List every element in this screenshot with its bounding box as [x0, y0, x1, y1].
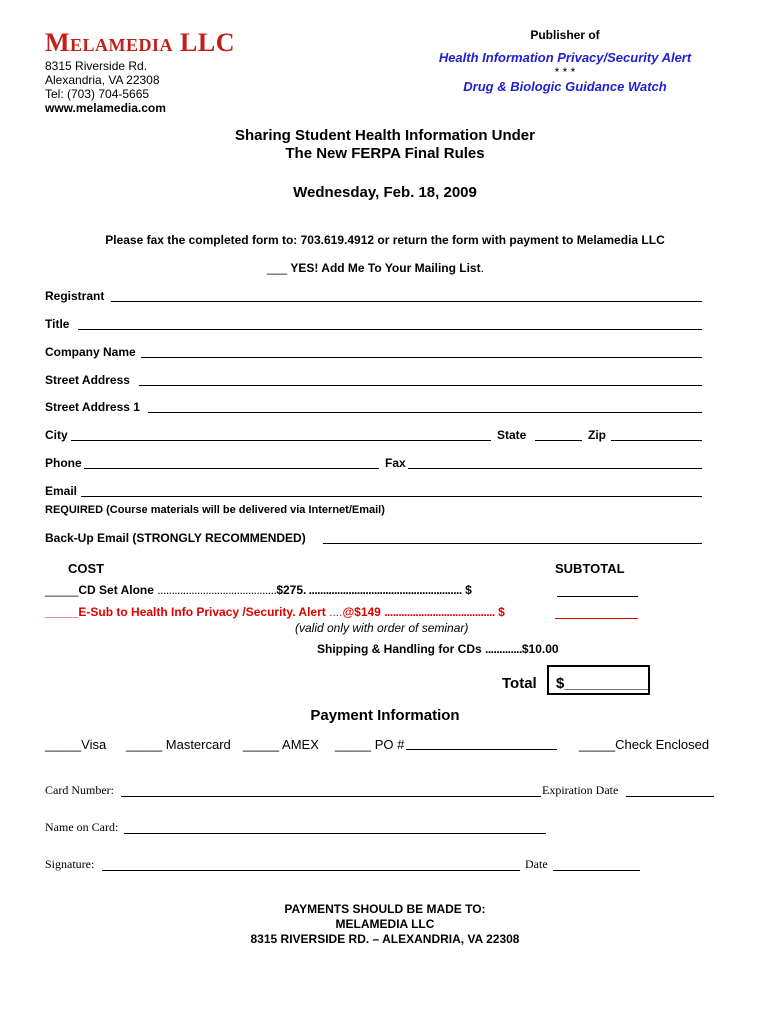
website: www.melamedia.com: [45, 101, 166, 115]
cd-dollar: $: [465, 583, 472, 597]
fax-field[interactable]: [408, 468, 702, 469]
company-logo: Melamedia LLC: [45, 28, 236, 57]
name-on-card-label: Name on Card:: [45, 820, 119, 834]
shipping-dots: .............: [485, 642, 522, 656]
esub-subtotal-field[interactable]: [555, 618, 638, 619]
mailing-blank: ___: [267, 261, 288, 275]
city-label: City: [45, 428, 68, 442]
street-field[interactable]: [139, 385, 702, 386]
city-field[interactable]: [71, 440, 491, 441]
phone-line: Tel: (703) 704-5665: [45, 87, 150, 101]
fax-instructions: Please fax the completed form to: 703.619.4912 or return the form with payment to Melamedia LLC: [105, 233, 665, 247]
name-on-card-field[interactable]: [124, 833, 546, 834]
title-field[interactable]: [78, 329, 702, 330]
company-label: Company Name: [45, 345, 136, 359]
subtotal-header: SUBTOTAL: [555, 561, 625, 576]
date-field[interactable]: [553, 870, 640, 871]
total-box[interactable]: [547, 665, 650, 695]
backup-email-label: Back-Up Email (STRONGLY RECOMMENDED): [45, 531, 306, 545]
company-address: [45, 59, 166, 115]
cost-header: COST: [68, 561, 105, 576]
amex-option[interactable]: _____ AMEX: [243, 737, 319, 752]
company-field[interactable]: [141, 357, 702, 358]
publication-1: Health Information Privacy/Security Alert: [438, 50, 692, 65]
total-value: $__________: [556, 675, 648, 692]
expiration-field[interactable]: [626, 796, 714, 797]
check-option[interactable]: _____Check Enclosed: [579, 737, 710, 752]
cd-price: $275: [276, 583, 304, 597]
esub-dollar: $: [498, 605, 505, 619]
title-line-1: Sharing Student Health Information Under: [234, 127, 535, 144]
esub-blank: _____: [45, 605, 79, 619]
backup-email-field[interactable]: [323, 543, 702, 544]
address-line-1: 8315 Riverside Rd.: [45, 59, 148, 73]
publication-2: Drug & Biologic Guidance Watch: [463, 79, 667, 94]
payment-instructions: [0, 902, 770, 947]
fax-label: Fax: [385, 456, 406, 470]
card-number-label: Card Number:: [45, 783, 114, 797]
event-date: Wednesday, Feb. 18, 2009: [293, 184, 477, 201]
signature-field[interactable]: [102, 870, 520, 871]
shipping-row: [317, 642, 559, 656]
separator-stars: * * *: [554, 65, 576, 79]
payment-header: Payment Information: [310, 707, 460, 724]
signature-label: Signature:: [45, 857, 95, 871]
valid-note: (valid only with order of seminar): [295, 621, 469, 635]
cd-label: CD Set Alone: [78, 583, 154, 597]
registrant-field[interactable]: [111, 301, 702, 302]
title-label: Title: [45, 317, 70, 331]
zip-field[interactable]: [611, 440, 702, 441]
po-number-field[interactable]: [406, 749, 557, 750]
po-option[interactable]: _____ PO #: [335, 737, 405, 752]
visa-option[interactable]: _____Visa: [45, 737, 107, 752]
email-label: Email: [45, 484, 78, 498]
registrant-label: Registrant: [45, 289, 105, 303]
state-field[interactable]: [535, 440, 582, 441]
footer-line-3: 8315 RIVERSIDE RD. – ALEXANDRIA, VA 22308: [250, 932, 520, 946]
phone-field[interactable]: [84, 468, 379, 469]
email-field[interactable]: [81, 496, 702, 497]
expiration-label: Expiration Date: [542, 783, 619, 797]
page-title: [0, 127, 770, 163]
mastercard-option[interactable]: _____ Mastercard: [126, 737, 231, 752]
cd-dots2: . ......................................................: [303, 583, 462, 597]
shipping-price: $10.00: [521, 642, 559, 656]
street-label: Street Address: [45, 373, 130, 387]
email-required-note: REQUIRED (Course materials will be delivered via Internet/Email): [45, 504, 385, 516]
title-line-2: The New FERPA Final Rules: [285, 145, 485, 162]
publisher-label: Publisher of: [530, 28, 600, 42]
cd-blank: _____: [45, 583, 79, 597]
date-label: Date: [525, 857, 548, 871]
mailing-list-option[interactable]: [267, 261, 484, 275]
mailing-period: .: [480, 261, 484, 275]
total-label: Total: [502, 675, 537, 692]
street1-label: Street Address 1: [45, 400, 140, 414]
card-number-field[interactable]: [121, 796, 541, 797]
cd-set-row[interactable]: [45, 583, 472, 597]
phone-label: Phone: [45, 456, 82, 470]
esub-label: E-Sub to Health Info Privacy /Security. Alert: [78, 605, 326, 619]
esub-dots: ....: [329, 605, 343, 619]
address-line-2: Alexandria, VA 22308: [45, 73, 160, 87]
state-label: State: [497, 428, 527, 442]
esub-price: @$149: [342, 605, 381, 619]
esub-row[interactable]: [45, 605, 505, 619]
mailing-text: YES! Add Me To Your Mailing List: [290, 261, 481, 275]
esub-dots2: .......................................: [384, 605, 495, 619]
cd-dots: ..........................................: [157, 583, 277, 597]
shipping-label: Shipping & Handling for CDs: [317, 642, 482, 656]
footer-line-1: PAYMENTS SHOULD BE MADE TO:: [284, 902, 486, 916]
zip-label: Zip: [588, 428, 606, 442]
cd-subtotal-field[interactable]: [557, 596, 638, 597]
footer-line-2: MELAMEDIA LLC: [335, 917, 435, 931]
street1-field[interactable]: [148, 412, 702, 413]
